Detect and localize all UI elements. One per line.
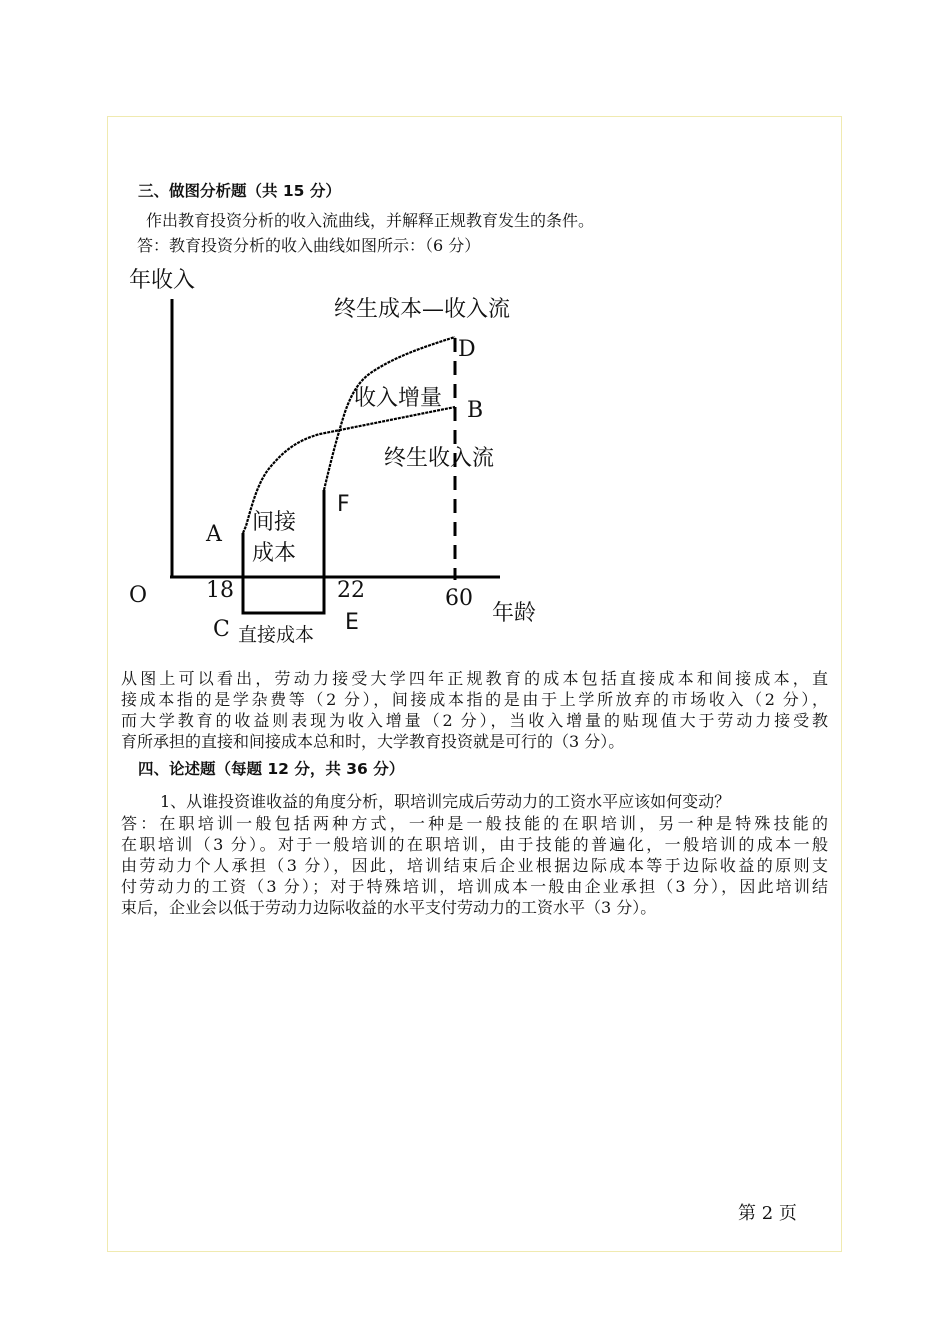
answer-line: 由劳动力个人承担（3 分），因此，培训结束后企业根据边际成本等于边际收益的原则支: [121, 856, 828, 875]
indirect-cost-label-2: 成本: [252, 541, 297, 566]
point-d: D: [458, 337, 476, 362]
section4-heading: 四、论述题（每题 12 分，共 36 分）: [138, 760, 405, 778]
origin-label: O: [129, 583, 148, 608]
tick-22: 22: [337, 578, 365, 603]
answer-line: 付劳动力的工资（3 分）；对于特殊培训，培训成本一般由企业承担（3 分），因此培训结: [121, 877, 828, 896]
explanation-line: 育所承担的直接和间接成本总和时，大学教育投资就是可行的（3 分）。: [121, 732, 625, 751]
explanation-line: 而大学教育的收益则表现为收入增量（2 分），当收入增量的贴现值大于劳动力接受教: [121, 711, 828, 730]
answer-line: 束后，企业会以低于劳动力边际收益的水平支付劳动力的工资水平（3 分）。: [121, 898, 657, 917]
section4-question1: 1、从谁投资谁收益的角度分析，职培训完成后劳动力的工资水平应该如何变动？: [160, 792, 731, 811]
point-b: B: [467, 398, 484, 423]
indirect-cost-label-1: 间接: [252, 510, 297, 535]
point-f: F: [337, 492, 350, 517]
section3-question: 作出教育投资分析的收入流曲线，并解释正规教育发生的条件。: [146, 211, 595, 230]
explanation-line: 接成本指的是学杂费等（2 分），间接成本指的是由于上学所放弃的市场收入（2 分），: [121, 690, 828, 709]
section3-answer-intro: 答：教育投资分析的收入曲线如图所示：（6 分）: [137, 236, 481, 255]
direct-cost-label: 直接成本: [238, 624, 315, 646]
x-axis-label: 年龄: [492, 601, 537, 626]
point-c: C: [213, 617, 230, 642]
diagram-title: 终生成本—收入流: [334, 297, 511, 322]
explanation-line: 从图上可以看出，劳动力接受大学四年正规教育的成本包括直接成本和间接成本，直: [121, 669, 828, 688]
tick-18: 18: [206, 578, 234, 603]
lifetime-income-label: 终生收入流: [384, 446, 495, 471]
page-number: 第 2 页: [738, 1203, 797, 1224]
y-axis-label: 年收入: [129, 268, 196, 293]
income-increment-label: 收入增量: [354, 386, 443, 411]
answer-line: 答：在职培训一般包括两种方式，一种是一般技能的在职培训，另一种是特殊技能的: [121, 814, 828, 833]
section3-heading: 三、做图分析题（共 15 分）: [138, 182, 341, 200]
point-a: A: [206, 522, 222, 547]
tick-60: 60: [445, 586, 473, 611]
answer-line: 在职培训（3 分）。对于一般培训的在职培训，由于技能的普遍化，一般培训的成本一般: [121, 835, 828, 854]
point-e: E: [345, 610, 359, 635]
